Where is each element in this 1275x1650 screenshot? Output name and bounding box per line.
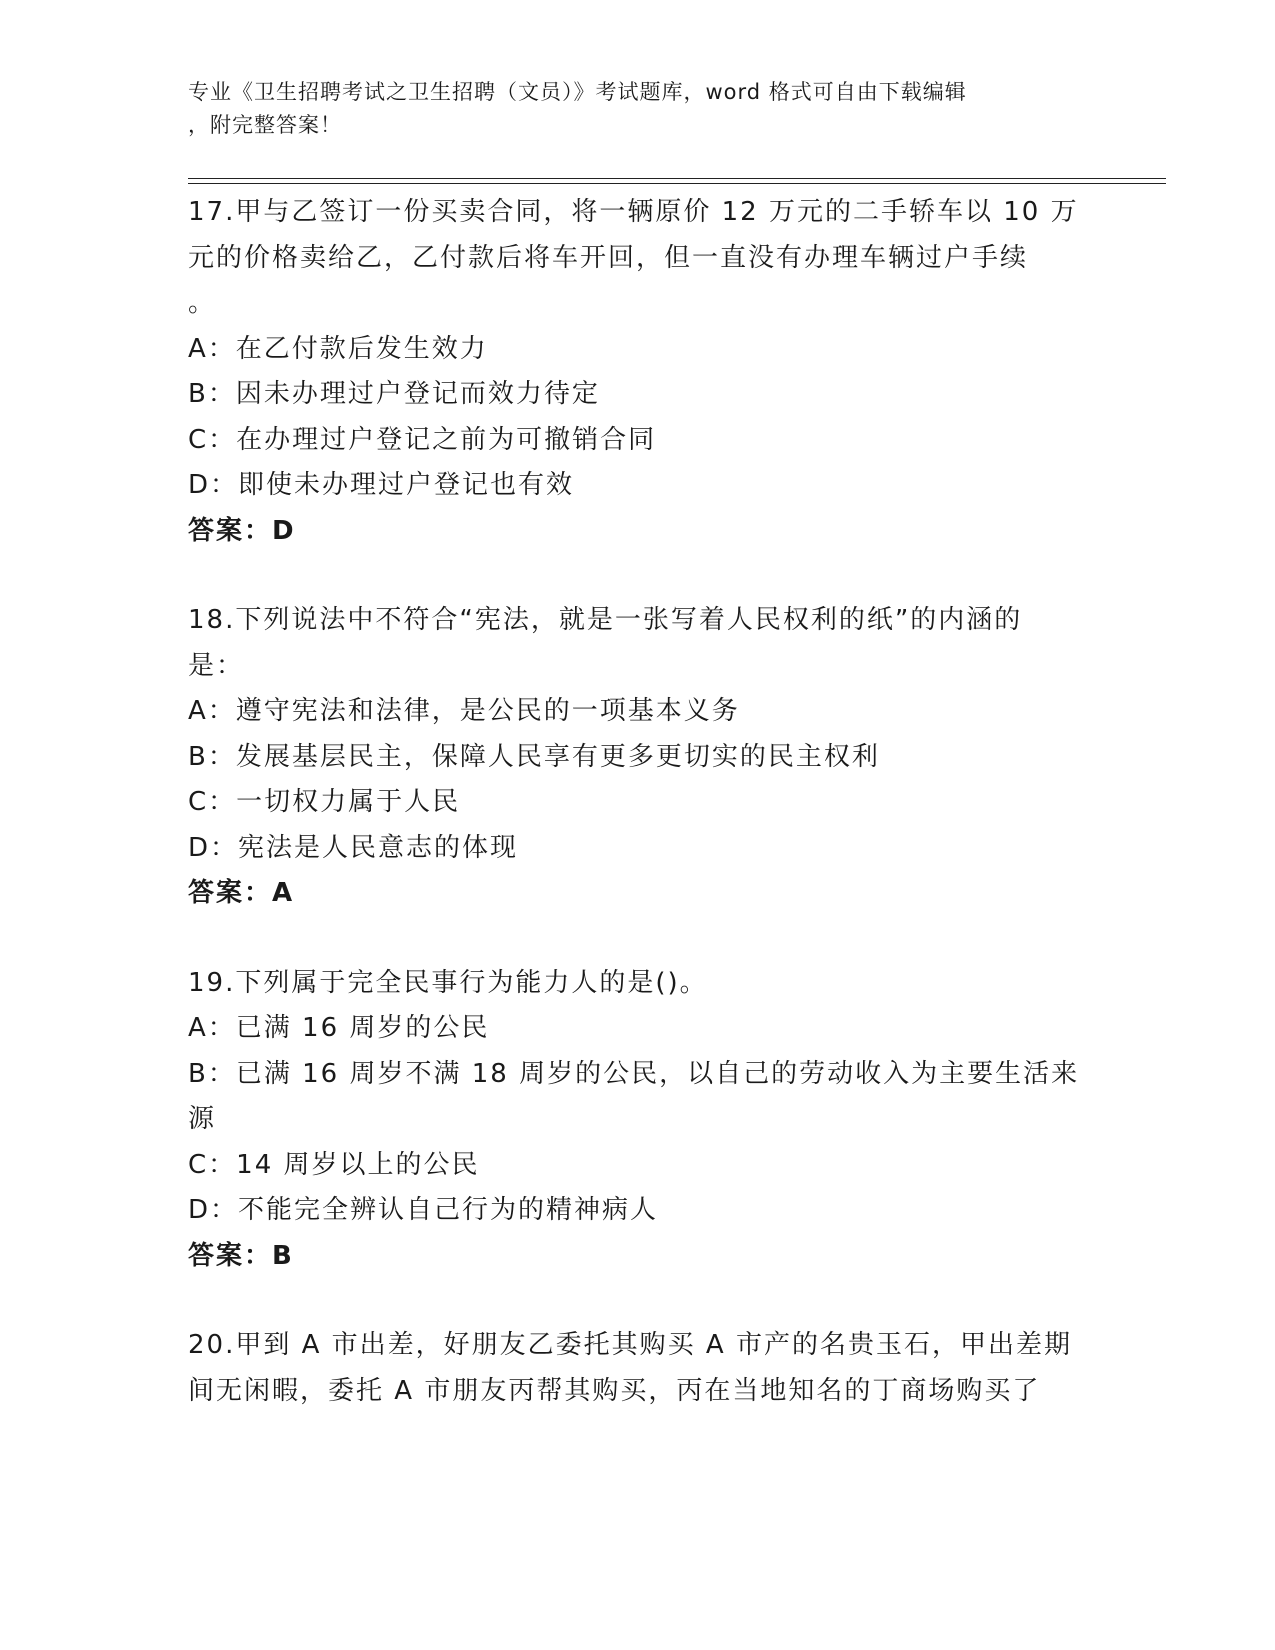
option-c: C：在办理过户登记之前为可撤销合同 <box>188 424 657 455</box>
question-text-line: 18.下列说法中不符合“宪法，就是一张写着人民权利的纸”的内涵的 <box>188 605 1023 635</box>
header-divider-bottom <box>188 183 1166 184</box>
question-19 <box>188 961 1088 1280</box>
option-b: B：已满 16 周岁不满 18 周岁的公民，以自己的劳动收入为主要生活来 <box>188 1058 1080 1089</box>
option-d: D：即使未办理过户登记也有效 <box>188 470 575 500</box>
option-c: C：一切权力属于人民 <box>188 787 461 817</box>
option-d: D：不能完全辨认自己行为的精神病人 <box>188 1195 659 1225</box>
answer: 答案：A <box>188 878 295 908</box>
question-18 <box>188 598 1088 917</box>
question-text-line: 。 <box>188 288 217 318</box>
question-20 <box>188 1323 1088 1414</box>
question-text-line: 20.甲到 A 市出差，好朋友乙委托其购买 A 市产的名贵玉石，甲出差期 <box>188 1330 1072 1360</box>
option-a: A：遵守宪法和法律，是公民的一项基本义务 <box>188 696 740 726</box>
option-b: B：因未办理过户登记而效力待定 <box>188 379 600 409</box>
header-line-1: 专业《卫生招聘考试之卫生招聘（文员）》考试题库，word 格式可自由下载编辑 <box>188 80 967 104</box>
option-b: B：发展基层民主，保障人民享有更多更切实的民主权利 <box>188 741 880 772</box>
question-text-line: 元的价格卖给乙，乙付款后将车开回，但一直没有办理车辆过户手续 <box>188 242 1029 273</box>
answer: 答案：B <box>188 1240 294 1271</box>
option-d: D：宪法是人民意志的体现 <box>188 832 519 863</box>
header-divider-top <box>188 178 1166 179</box>
option-c: C：14 周岁以上的公民 <box>188 1149 480 1180</box>
document-header <box>188 76 1088 142</box>
option-b-continued: 源 <box>188 1104 217 1134</box>
question-text-line: 间无闲暇，委托 A 市朋友丙帮其购买，丙在当地知名的丁商场购买了 <box>188 1375 1041 1406</box>
question-17 <box>188 190 1088 554</box>
question-text-line: 是： <box>188 650 245 681</box>
option-a: A：在乙付款后发生效力 <box>188 333 488 364</box>
question-text-line: 19.下列属于完全民事行为能力人的是()。 <box>188 967 708 998</box>
question-list <box>188 190 1088 1458</box>
header-line-2: ，附完整答案！ <box>188 113 342 137</box>
option-a: A：已满 16 周岁的公民 <box>188 1013 490 1043</box>
question-text-line: 17.甲与乙签订一份买卖合同，将一辆原价 12 万元的二手轿车以 10 万 <box>188 197 1079 227</box>
answer: 答案：D <box>188 515 296 546</box>
